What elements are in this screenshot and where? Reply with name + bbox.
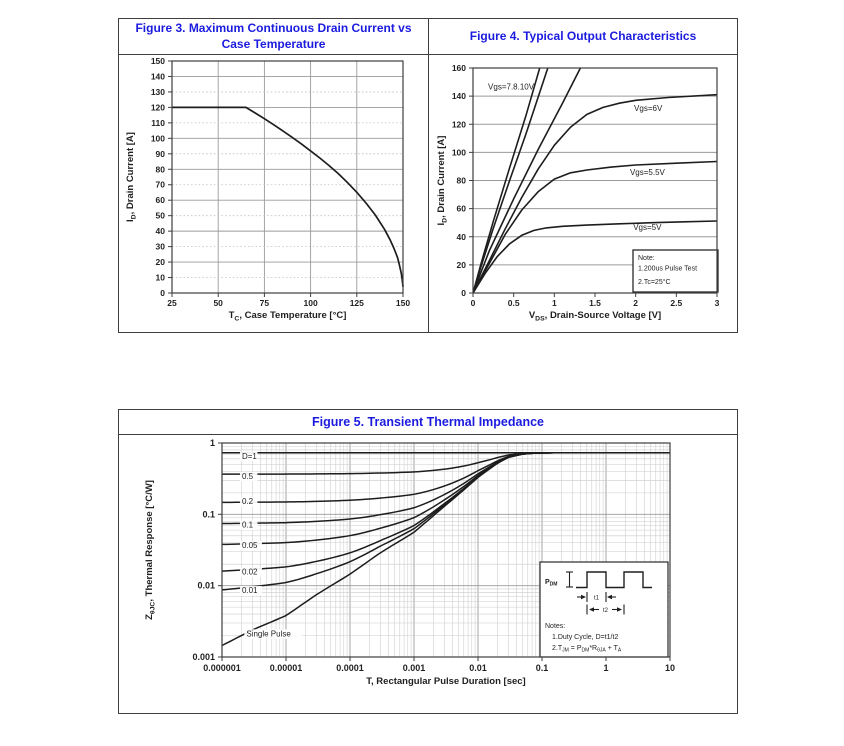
svg-text:0.001: 0.001 <box>192 652 215 662</box>
svg-text:0: 0 <box>160 288 165 298</box>
svg-text:80: 80 <box>155 164 165 175</box>
svg-text:0.5: 0.5 <box>507 298 520 308</box>
curve-label: Vgs=7.8.10V <box>488 82 535 92</box>
curve-label: Vgs=5.5V <box>629 168 665 178</box>
curve-label: 0.02 <box>241 567 258 577</box>
fig3-axes <box>125 56 410 322</box>
svg-text:1.Duty Cycle, D=t1/t2: 1.Duty Cycle, D=t1/t2 <box>552 634 619 641</box>
figure5-panel <box>118 409 738 714</box>
svg-text:0: 0 <box>470 298 476 308</box>
svg-text:50: 50 <box>213 298 223 308</box>
svg-text:125: 125 <box>349 298 364 308</box>
svg-text:3: 3 <box>714 298 720 308</box>
svg-text:160: 160 <box>451 63 466 73</box>
svg-text:100: 100 <box>150 133 165 144</box>
svg-text:10: 10 <box>155 272 165 283</box>
fig4-note-box <box>633 250 718 292</box>
figure3-title-line1: Figure 3. Maximum Continuous Drain Current vs <box>135 21 412 36</box>
svg-text:Notes:: Notes: <box>545 623 566 630</box>
figure3-title-line2: Case Temperature <box>221 36 326 51</box>
svg-text:60: 60 <box>456 203 466 214</box>
svg-text:t1: t1 <box>593 595 600 602</box>
svg-text:ID, Drain Current [A]: $I_D$, Drain Current [A] <box>125 132 138 222</box>
svg-text:40: 40 <box>155 226 165 237</box>
svg-text:ZθJC, Thermal Response [°C/W]: $Z_{\theta JC}$, Thermal Response [°C/W] <box>144 480 157 620</box>
curve-label: D=1 <box>241 451 257 461</box>
svg-text:0.000001: 0.000001 <box>203 663 241 673</box>
svg-text:2.5: 2.5 <box>670 298 683 308</box>
svg-text:10: 10 <box>664 663 676 673</box>
figure4-title-line1: Figure 4. Typical Output Characteristics <box>469 28 697 43</box>
svg-text:60: 60 <box>155 195 165 206</box>
svg-text:t2: t2 <box>602 608 609 614</box>
curve-label: 0.01 <box>241 585 258 595</box>
curve-max-drain-current <box>172 107 403 286</box>
figure3-chart <box>119 55 427 332</box>
figure4-chart-cell <box>429 55 737 332</box>
svg-text:0.001: 0.001 <box>402 663 426 673</box>
fig3-grid <box>172 61 403 293</box>
figure5-title-line1: Figure 5. Transient Thermal Impedance <box>311 415 544 429</box>
fig5-inset-box <box>540 562 668 657</box>
svg-text:20: 20 <box>456 259 466 270</box>
figure5-chart <box>119 435 736 712</box>
svg-text:110: 110 <box>151 117 165 128</box>
curve-label: 0.5 <box>241 471 254 481</box>
figure4-title <box>429 19 737 55</box>
svg-text:0.1: 0.1 <box>202 509 215 520</box>
figure5-title <box>119 410 737 435</box>
figure4-chart <box>429 55 736 332</box>
svg-text:Note:: Note: <box>638 255 655 262</box>
svg-text:80: 80 <box>456 175 466 186</box>
svg-text:100: 100 <box>303 298 318 308</box>
svg-text:30: 30 <box>155 241 165 252</box>
svg-text:120: 120 <box>150 102 165 113</box>
figure3-title <box>119 19 429 55</box>
svg-text:120: 120 <box>451 119 466 130</box>
curve-label: Single Pulse <box>246 629 291 639</box>
svg-text:ID, Drain Current [A]: $I_D$, Drain Current [A] <box>436 135 449 226</box>
figures-3-4-panel <box>118 18 738 333</box>
svg-text:1.5: 1.5 <box>589 298 601 308</box>
svg-text:1: 1 <box>603 663 609 673</box>
svg-text:25: 25 <box>167 298 177 308</box>
svg-text:150: 150 <box>150 56 165 66</box>
svg-text:2: 2 <box>633 298 639 308</box>
svg-text:100: 100 <box>451 147 466 158</box>
svg-text:150: 150 <box>395 298 411 308</box>
svg-text:1: 1 <box>209 438 215 448</box>
svg-text:130: 130 <box>150 86 165 97</box>
figure5-chart-cell <box>119 435 737 713</box>
svg-text:PDM: $P_{DM}$ <box>545 579 558 588</box>
svg-text:1.200us Pulse Test: 1.200us Pulse Test <box>638 265 698 273</box>
curve-label: Vgs=6V <box>634 104 663 114</box>
svg-text:140: 140 <box>150 71 165 82</box>
svg-text:TC, Case Temperature [°C]: $T_C$, Case Temperature [°C] <box>228 310 347 323</box>
curve-label: 0.2 <box>241 497 254 507</box>
svg-text:0.1: 0.1 <box>535 663 549 673</box>
svg-text:VDS, Drain-Source Voltage [V]: $V_{DS}$, Drain-Source Voltage [V] <box>528 310 662 323</box>
svg-text:0: 0 <box>461 288 466 298</box>
svg-text:1: 1 <box>551 298 557 308</box>
svg-text:2.Tc=25°C: 2.Tc=25°C <box>638 279 671 286</box>
svg-text:0.0001: 0.0001 <box>336 663 364 673</box>
svg-text:40: 40 <box>456 231 466 242</box>
curve-label: 0.1 <box>241 520 254 530</box>
svg-text:50: 50 <box>155 210 165 221</box>
svg-text:T, Rectangular Pulse Duration: T, Rectangular Pulse Duration [sec] <box>366 676 526 687</box>
svg-text:75: 75 <box>259 298 270 308</box>
fig3-plot-frame <box>172 61 403 293</box>
svg-text:0.01: 0.01 <box>469 663 487 673</box>
curve-label: 0.05 <box>241 541 258 551</box>
figure3-chart-cell <box>119 55 429 332</box>
curve-label: Vgs=5V <box>633 222 662 232</box>
svg-text:20: 20 <box>155 257 165 268</box>
svg-text:70: 70 <box>155 179 165 190</box>
svg-text:0.01: 0.01 <box>197 580 215 591</box>
svg-text:90: 90 <box>155 148 165 159</box>
svg-text:2.TJM = PDM*RθJA + TA: $2.T_{JM} = P_{DM}*R_{\theta JA} + T_A$ <box>552 645 622 654</box>
svg-text:0.00001: 0.00001 <box>269 663 303 673</box>
svg-text:140: 140 <box>451 91 466 102</box>
